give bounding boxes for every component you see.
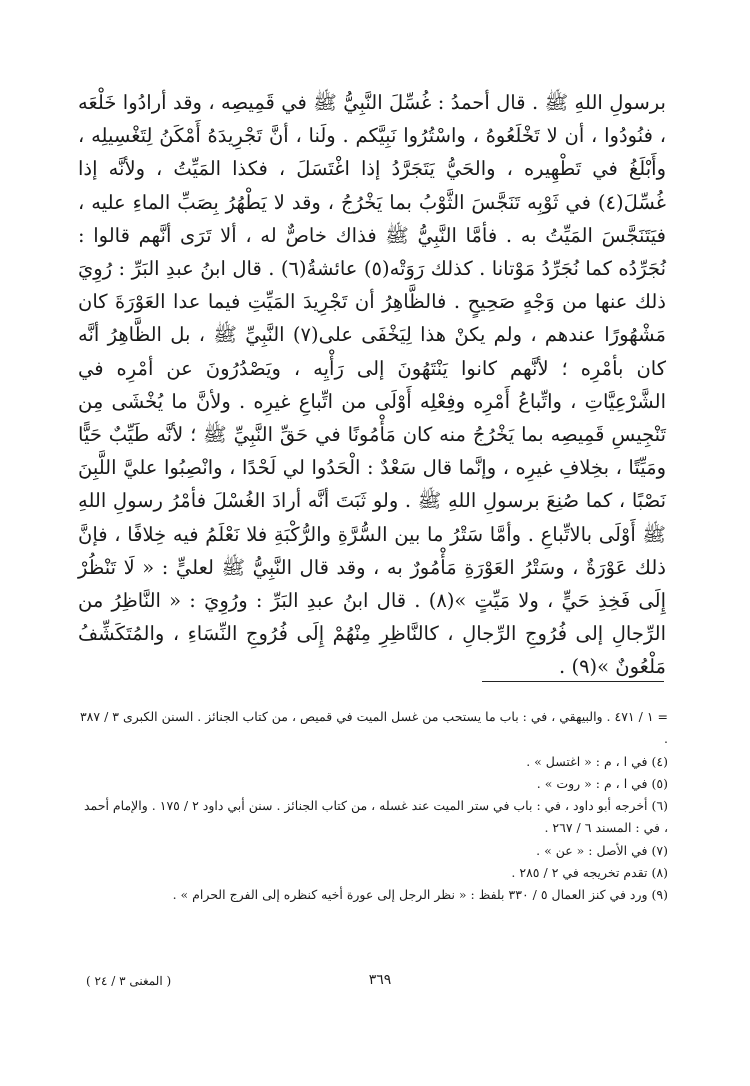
- footnote: (٨) تقدم تخريجه في ٢ / ٢٨٥ .: [511, 865, 668, 881]
- footnote: (٥) في ا ، م : « روت » .: [536, 775, 668, 791]
- footnote: (٤) في ا ، م : « اغتسل » .: [526, 753, 668, 769]
- footnote: (٩) ورد في كنز العمال ٥ / ٣٣٠ بلفظ : « نظر الرجل إلى عورة أخيه كنظره إلى الفرج الحرام » .: [172, 887, 668, 903]
- footnote-divider: [482, 681, 664, 682]
- page-number: ٣٦٩: [368, 972, 392, 988]
- main-text-block: [78, 86, 666, 684]
- running-footer: ( المغنى ٣ / ٢٤ ): [86, 974, 172, 988]
- body-paragraph: برسولِ اللهِ ﷺ . قال أحمدُ : غُسِّلَ النَّبِيُّ ﷺ في قَمِيصِه ، وقد أرادُوا خَلْعَه ، فنُودُوا ، أن لا تَخْلَعُوهُ ، واسْتُرُوا نَبِيَّكم . ولَنا ، أنَّ تَجْرِيدَهُ أَمْكَنُ لِتَغْسِيلِه ، وأَبْلَغُ في تَطْهِيره ، والحَيُّ يَتَجَرَّدُ إذا اغْتَسَلَ ، فكذا المَيِّتُ ، ولأنَّه إذا غُسِّلَ(٤) في ثَوْبِه تَنَجَّسَ الثَّوْبُ بما يَخْرُجُ ، وقد لا يَطْهُرُ بِصَبِّ الماءِ عليه ، فيَتَنَجَّسَ المَيِّتُ به . فأمَّا النَّبِيُّ ﷺ فذاك خاصٌّ له ، ألا تَرَى أنَّهم قالوا : نُجَرِّدُه كما نُجَرِّدُ مَوْتانا . كذلك رَوَتْه(٥) عائشةُ(٦) . قال ابنُ عبدِ البَرِّ : رُوِيَ ذلك عنها من وَجْهٍ صَحِيحٍ . فالظَّاهِرُ أن تَجْرِيدَ المَيِّتِ فيما عدا العَوْرَةَ كان مَشْهُورًا عندهم ، ولم يكنْ هذا لِيَخْفَى على(٧) النَّبِيِّ ﷺ ، بل الظَّاهِرُ أنَّه كان بأمْرِه ؛ لأنَّهم كانوا يَنْتَهُونَ إلى رَأْيِه ، ويَصْدُرُونَ عن أمْرِه في الشَّرْعِيَّاتِ ، واتِّباعُ أَمْرِه وفِعْلِه أَوْلَى من اتِّباعِ غيرِه . ولأنَّ ما يُخْشَى مِن تَنْجِيسِ قَمِيصِه بما يَخْرُجُ منه كان مَأْمُونًا في حَقِّ النَّبِيِّ ﷺ ؛ لأنَّه طَيِّبٌ حَيًّا ومَيِّتًا ، بخِلافِ غيرِه ، وإنَّما قال سَعْدٌ : الْحَدُوا لي لَحْدًا ، وانْصِبُوا عليَّ اللَّبِنَ نَصْبًا ، كما صُنِعَ برسولِ اللهِ ﷺ . ولو ثَبَتَ أنَّه أرادَ الغُسْلَ فأمْرُ رسولِ اللهِ ﷺ أَوْلَى بالاتِّباعِ . وأمَّا سَتْرُ ما بين السُّرَّةِ والرُّكْبَةِ فلا نَعْلَمُ فيه خِلافًا ، فإنَّ ذلك عَوْرَةٌ ، وسَتْرُ العَوْرَةِ مَأْمُورٌ به ، وقد قال النَّبِيُّ ﷺ لعليٍّ : « لَا تَنْظُرْ إِلَى فَخِذِ حَيٍّ ، ولا مَيِّتٍ »(٨) . قال ابنُ عبدِ البَرِّ : ورُوِيَ : « النَّاظِرُ من الرِّجالِ إلى فُرُوجِ الرِّجالِ ، كالنَّاظِرِ مِنْهُمْ إِلَى فُرُوجِ النِّسَاءِ ، والمُتَكَشِّفُ مَلْعُونٌ »(٩) .: [78, 91, 666, 679]
- footnotes-block: [78, 706, 668, 907]
- footnote: = ١ / ٤٧١ . والبيهقي ، في : باب ما يستحب من غسل الميت في قميص ، من كتاب الجنائز . السنن الكبرى ٣ / ٣٨٧ .: [79, 709, 668, 747]
- footnote: (٧) في الأصل : « عن » .: [536, 842, 668, 858]
- footnote: (٦) أخرجه أبو داود ، في : باب في ستر الميت عند غسله ، من كتاب الجنائز . سنن أبي داود ٢ / ١٧٥ . والإمام أحمد ، في : المسند ٦ / ٢٦٧ .: [83, 798, 668, 836]
